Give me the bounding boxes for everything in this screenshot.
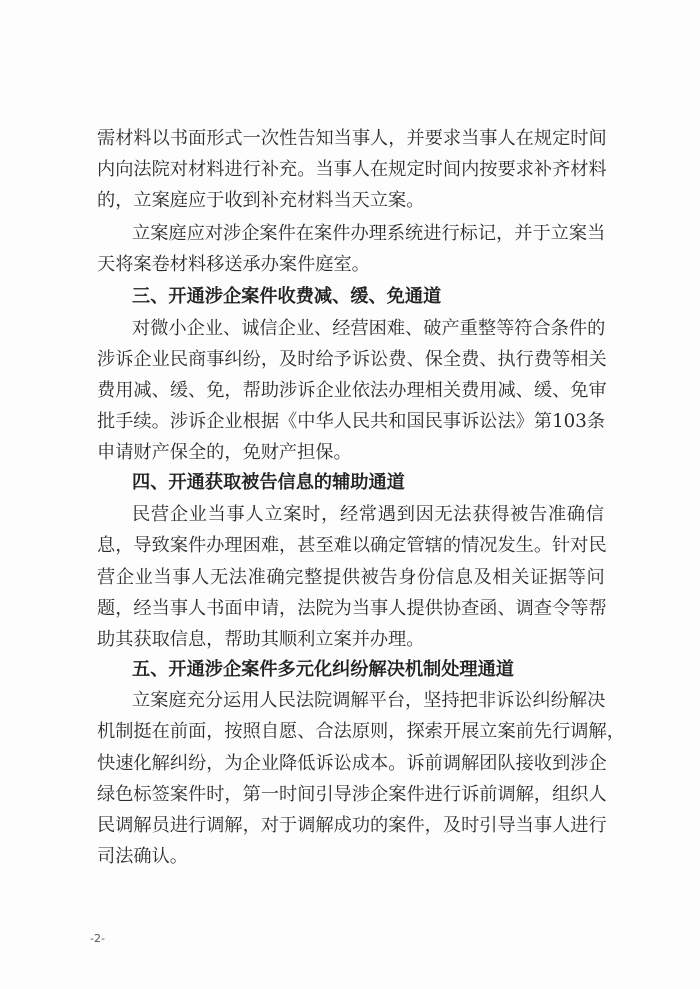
body-line: 批 手 续 。 涉 诉 企 业 根 据 《 中 华 人 民 共 和 国 民 事 诉 讼 法 》 第 1 0 3 条 (97, 411, 606, 432)
body-line: 的，立案庭应于收到补充材料当天立案。 (97, 190, 425, 211)
body-line: 民 营 企 业 当 事 人 立 案 时 ， 经 常 遇 到 因 无 法 获 得 被 告 准 确 信 (132, 504, 604, 525)
section-heading-4: 四、开通获取被告信息的辅助通道 (132, 472, 405, 493)
body-line: 营 企 业 当 事 人 无 法 准 确 完 整 提 供 被 告 身 份 信 息 及 相 关 证 据 等 问 (97, 567, 605, 588)
body-line: 助其获取信息，帮助其顺利立案并办理。 (97, 629, 425, 650)
body-line: 对 微 小 企 业 、 诚 信 企 业 、 经 营 困 难 、 破 产 重 整 等 符 合 条 件 的 (132, 318, 606, 339)
body-line: 天将案卷材料移送承办案件庭室。 (97, 254, 370, 275)
page-number: -2- (90, 932, 105, 945)
body-line: 需 材 料 以 书 面 形 式 一 次 性 告 知 当 事 人 ， 并 要 求 当 事 人 在 规 定 时 间 (97, 128, 607, 149)
body-line: 绿 色 标 签 案 件 时 ， 第 一 时 间 引 导 涉 企 案 件 进 行 诉 前 调 解 ， 组 织 人 (97, 784, 607, 805)
body-line: 民 调 解 员 进 行 调 解 ， 对 于 调 解 成 功 的 案 件 ， 及 时 引 导 当 事 人 进 行 (97, 815, 607, 836)
body-line: 费 用 减 、 缓 、 免 ， 帮 助 涉 诉 企 业 依 法 办 理 相 关 费 用 减 、 缓 、 免 审 (97, 380, 607, 401)
section-heading-5: 五、开通涉企案件多元化纠纷解决机制处理通道 (132, 659, 514, 680)
body-line: 立 案 庭 充 分 运 用 人 民 法 院 调 解 平 台 ， 坚 持 把 非 诉 讼 纠 纷 解 决 (132, 690, 606, 711)
body-line: 息 ， 导 致 案 件 办 理 困 难 ， 甚 至 难 以 确 定 管 辖 的 情 况 发 生 。 针 对 民 (97, 535, 607, 556)
body-line: 内 向 法 院 对 材 料 进 行 补 充 。 当 事 人 在 规 定 时 间 内 按 要 求 补 齐 材 料 (97, 159, 607, 180)
body-line: 题 ， 经 当 事 人 书 面 申 请 ， 法 院 为 当 事 人 提 供 协 查 函 、 调 查 令 等 帮 (97, 598, 607, 619)
section-heading-3: 三、开通涉企案件收费减、缓、免通道 (132, 286, 442, 307)
body-line: 申请财产保全的，免财产担保。 (97, 442, 352, 463)
body-line: 立 案 庭 应 对 涉 企 案 件 在 案 件 办 理 系 统 进 行 标 记 ， 并 于 立 案 当 (132, 223, 606, 244)
body-line: 机 制 挺 在 前 面 ， 按 照 自 愿 、 合 法 原 则 ， 探 索 开 展 立 案 前 先 行 调 解 ， (97, 721, 625, 742)
body-line: 涉 诉 企 业 民 商 事 纠 纷 ， 及 时 给 予 诉 讼 费 、 保 全 费 、 执 行 费 等 相 关 (97, 349, 607, 370)
body-line: 快 速 化 解 纠 纷 ， 为 企 业 降 低 诉 讼 成 本 。 诉 前 调 解 团 队 接 收 到 涉 企 (97, 753, 607, 774)
body-line: 司法确认。 (97, 846, 188, 867)
